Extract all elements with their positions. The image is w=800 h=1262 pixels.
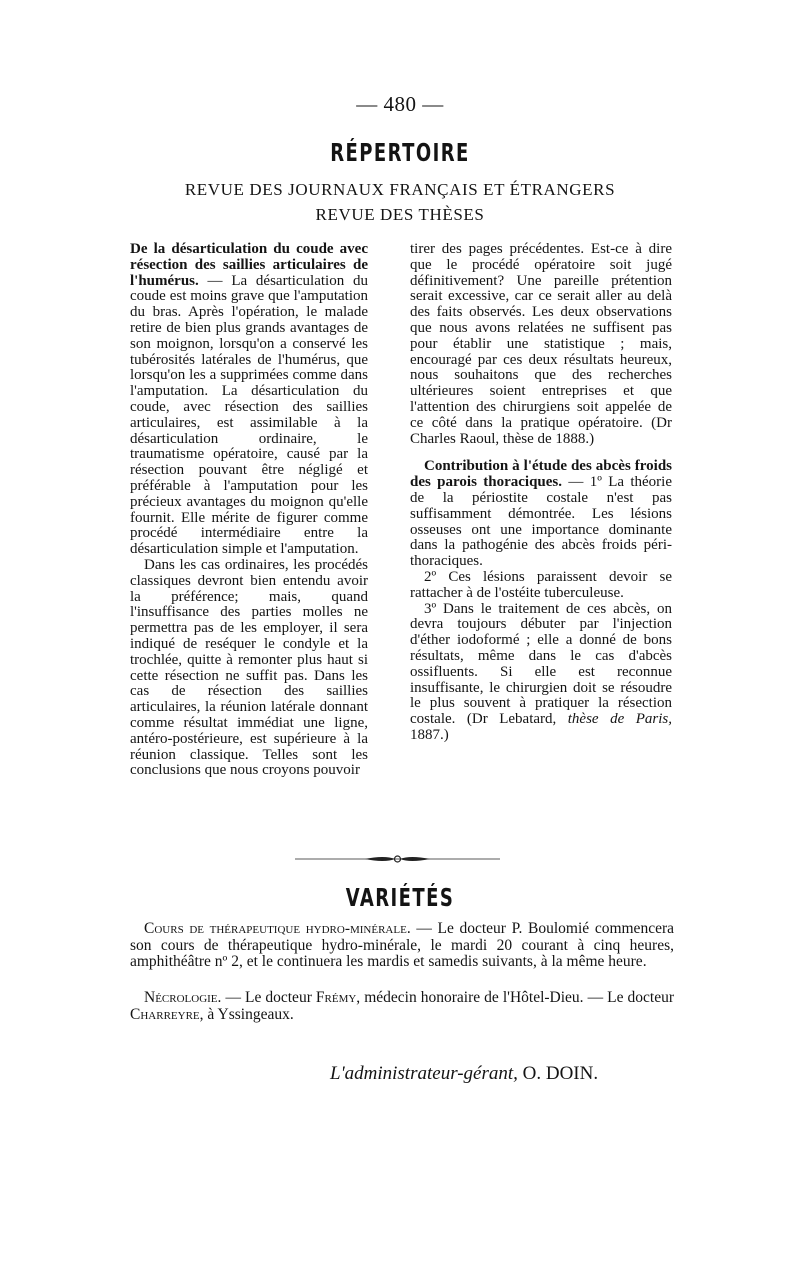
varietes-necrologie-paragraph [130,990,674,1023]
article-heading-desarticulation: De la désarticulation du coude avec résection des saillies articulaires de l'humérus. [130,241,368,289]
article-paragraph [410,602,672,744]
signature-name: O. DOIN. [517,1063,599,1084]
necro-text: , médecin honoraire de l'Hôtel-Dieu. — Le docteur [356,989,674,1006]
section-title-varietes: VARIÉTÉS [345,883,455,912]
signature-role: L'administrateur-gérant, [330,1063,518,1084]
article-text: 1887.) [410,726,449,743]
necro-text: — Le docteur [221,989,316,1006]
ornament-divider [295,853,500,865]
cours-label: Cours de thérapeutique hydro-minérale. [144,920,411,937]
article-text: — La désarticulation du coude est moins grave que l'amputation du bras. Après l'opération, le malade retire de bien plus grands avantages de son moignon, lorsqu'on a conservé les tubérosités latérales de l'humérus, que lorsqu'on les a supprimées comme dans l'amputation. La désarticulation du coude, avec résection des saillies articulaires, est assimilable à la désarticulation ordinaire, le traumatisme opératoire, causé par la résection pouvant être négligé et préférable à l'amputation pour les précieux avantages du moignon qu'elle fournit. Elle mérite de figurer comme procédé intermédiaire entre la désarticulation simple et l'amputation. [130,272,368,558]
article-text: 3º Dans le traitement de ces abcès, on devra toujours débuter par l'injection d'éther iodoformé ; elle a donné de bons résultats, même dans le cas d'abcès ossifluents. Si elle est reconnue insuffisante, le chirurgien doit se résoudre le plus souvent à pratiquer la résection costale. (Dr Lebatard, [410,600,672,728]
page-number: — 480 — [356,92,444,116]
subheading-revue-theses: REVUE DES THÈSES [315,205,485,224]
article-paragraph [130,242,368,558]
varietes-cours-paragraph [130,921,674,971]
cours-text: — Le docteur P. Boulomié commencera son cours de thérapeutique hydro-minérale, le mardi 20 courant à cinq heures, amphithéâtre nº 2, et le continuera les mardis et samedis suivants, à la même heure. [130,920,674,970]
section-title-repertoire: RÉPERTOIRE [330,138,470,167]
necro-name: Frémy [315,989,357,1006]
article-paragraph: Dans les cas ordinaires, les procédés classiques devront bien entendu avoir la préférence; mais, quand l'insuffisance des parties molles ne permettra pas de les employer, il sera indiqué de reséquer le condyle et la trochlée, quitte à remonter plus haut si cette résection ne suffit pas. Dans les cas de résection des saillies articulaires, la réunion latérale donnant comme résultat immédiat une ligne, antéro-postérieure, est supérieure à la réunion classique. Telles sont les conclusions que nous croyons pouvoir [130,556,368,779]
article-paragraph: 2º Ces lésions paraissent devoir se rattacher à de l'ostéite tuberculeuse. [410,568,672,601]
article-paragraph [410,459,672,570]
article-text-italic: thèse de Paris, [567,711,672,728]
necrologie-label: Nécrologie. [144,989,222,1006]
right-column [410,242,672,744]
left-column [130,242,368,779]
signature [330,1063,598,1085]
necro-text: , à Yssingeaux. [199,1005,294,1023]
necro-name: Charreyre [130,1005,200,1023]
article-paragraph: tirer des pages précédentes. Est-ce à dire que le procédé opératoire soit jugé définitivement? Une pareille prétention serait excessive, car ce serait aller au delà des faits observés. Les deux observations que nous avons relatées ne suffisent pas pour établir une statistique ; mais, encouragé par ces deux résultats heureux, nous souhaitons que des recherches ultérieures soient entreprises et que l'attention des chirurgiens soit appelée de ce côté dans la pratique opératoire. (Dr Charles Raoul, thèse de 1888.) [410,241,672,447]
article-text: — 1º La théorie de la périostite costale n'est pas suffisamment démontrée. Les lésions osseuses ont une importance dominante dans la pathogénie des abcès froids péri-thoraciques. [410,474,672,570]
subheading-revue-journaux: REVUE DES JOURNAUX FRANÇAIS ET ÉTRANGERS [184,180,616,199]
article-heading-abces-froids: Contribution à l'étude des abcès froids des parois thoraciques. [410,458,672,491]
